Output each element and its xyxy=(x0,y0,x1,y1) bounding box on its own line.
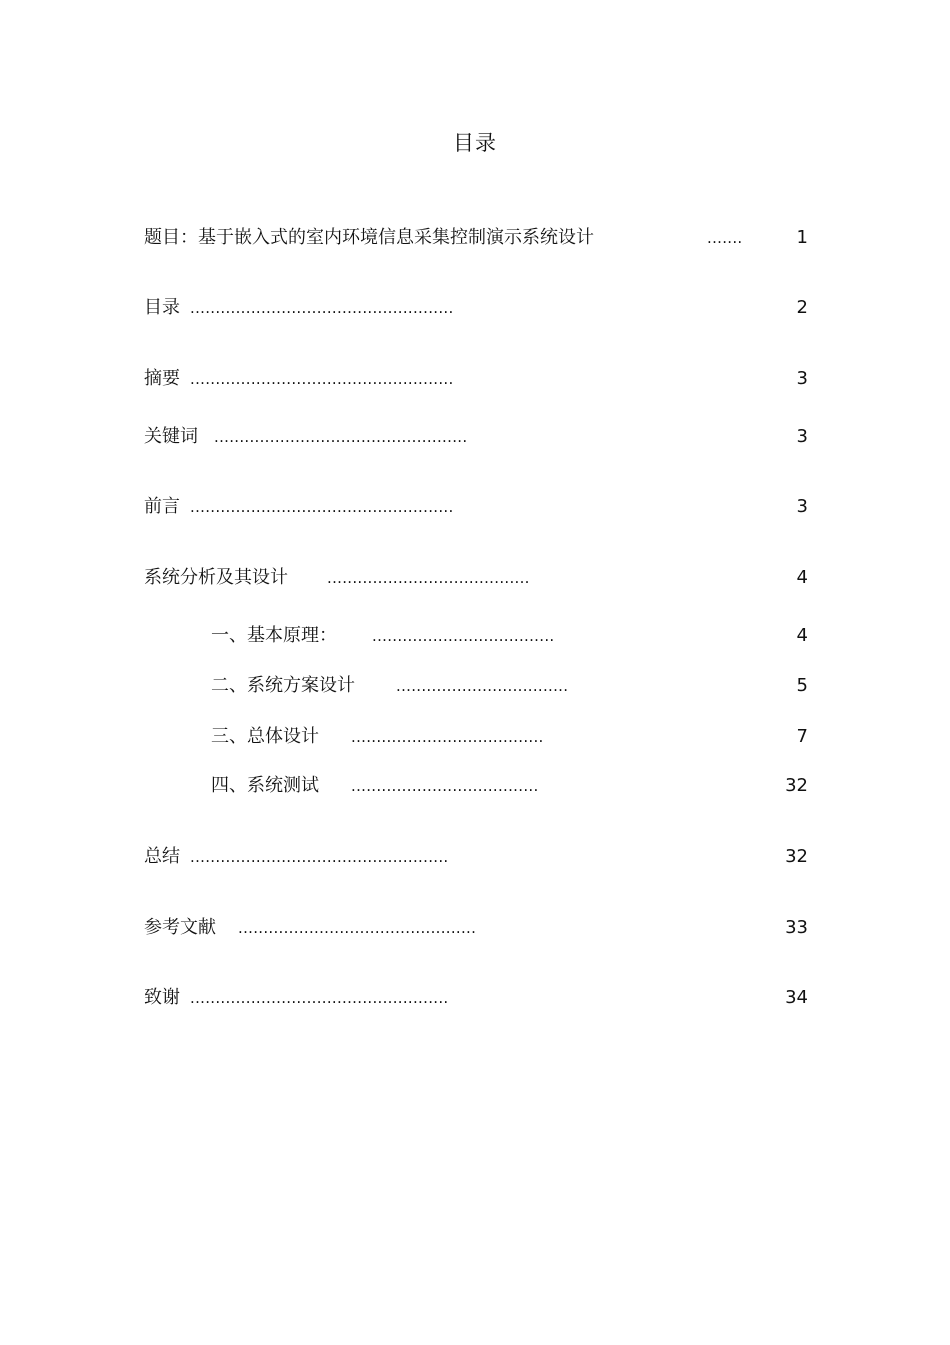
toc-entry-page: 32 xyxy=(785,846,808,867)
toc-entry xyxy=(211,673,808,699)
toc-entry-leader: ................................................... xyxy=(190,848,449,866)
toc-entry xyxy=(144,295,808,321)
toc-entry-label: 二、系统方案设计 xyxy=(211,675,355,696)
toc-entry-label: 目录 xyxy=(144,297,180,318)
toc-entry xyxy=(144,366,808,392)
toc-entry-label: 四、系统测试 xyxy=(211,775,319,796)
toc-entry-page: 5 xyxy=(796,675,808,696)
toc-entry-leader: ........................................ xyxy=(327,569,530,587)
toc-entry-page: 32 xyxy=(785,775,808,796)
toc-entry-leader: ...................................... xyxy=(351,728,544,746)
toc-entry xyxy=(144,844,808,870)
toc-entry-leader: .................................. xyxy=(396,677,569,695)
toc-entry-leader: .................................................... xyxy=(190,299,454,317)
toc-entry-label: 三、总体设计 xyxy=(211,726,319,747)
toc-entry-page: 3 xyxy=(796,368,808,389)
toc-entry-page: 4 xyxy=(796,625,808,646)
toc-entry-leader: ................................................... xyxy=(190,989,449,1007)
toc-entry-leader: .................................................... xyxy=(190,370,454,388)
toc-entry xyxy=(144,565,808,591)
toc-title: 目录 xyxy=(453,131,497,155)
toc-entry-page: 2 xyxy=(796,297,808,318)
toc-entry-page: 7 xyxy=(796,726,808,747)
toc-entry-page: 1 xyxy=(796,227,808,248)
toc-entry-label: 关键词 xyxy=(144,426,198,447)
toc-entry-label: 摘要 xyxy=(144,368,180,389)
toc-entry xyxy=(211,724,808,750)
toc-entry-page: 34 xyxy=(785,987,808,1008)
toc-entry-label: 参考文献 xyxy=(144,917,216,938)
toc-entry xyxy=(144,494,808,520)
toc-entry-label: 系统分析及其设计 xyxy=(144,567,288,588)
toc-entry xyxy=(211,773,808,799)
toc-entry-label: 题目：基于嵌入式的室内环境信息采集控制演示系统设计 xyxy=(144,227,594,248)
toc-entry-label: 总结 xyxy=(144,846,180,867)
toc-entry xyxy=(144,915,808,941)
toc-entry-leader: ....... xyxy=(707,229,743,247)
toc-entry-page: 4 xyxy=(796,567,808,588)
toc-entry xyxy=(144,424,808,450)
toc-entry-leader: .................................... xyxy=(372,627,555,645)
toc-entry-leader: ..................................... xyxy=(351,777,539,795)
toc-entry-leader: ............................................... xyxy=(238,919,477,937)
toc-entry-page: 33 xyxy=(785,917,808,938)
toc-entry-label: 一、基本原理： xyxy=(211,625,337,646)
toc-entry-leader: .................................................. xyxy=(214,428,468,446)
toc-entry-page: 3 xyxy=(796,496,808,517)
toc-entry-leader: .................................................... xyxy=(190,498,454,516)
toc-entry xyxy=(144,985,808,1011)
toc-entry-label: 前言 xyxy=(144,496,180,517)
toc-entry xyxy=(144,225,808,251)
toc-entry-label: 致谢 xyxy=(144,987,180,1008)
toc-entry-page: 3 xyxy=(796,426,808,447)
toc-entry xyxy=(211,623,808,649)
